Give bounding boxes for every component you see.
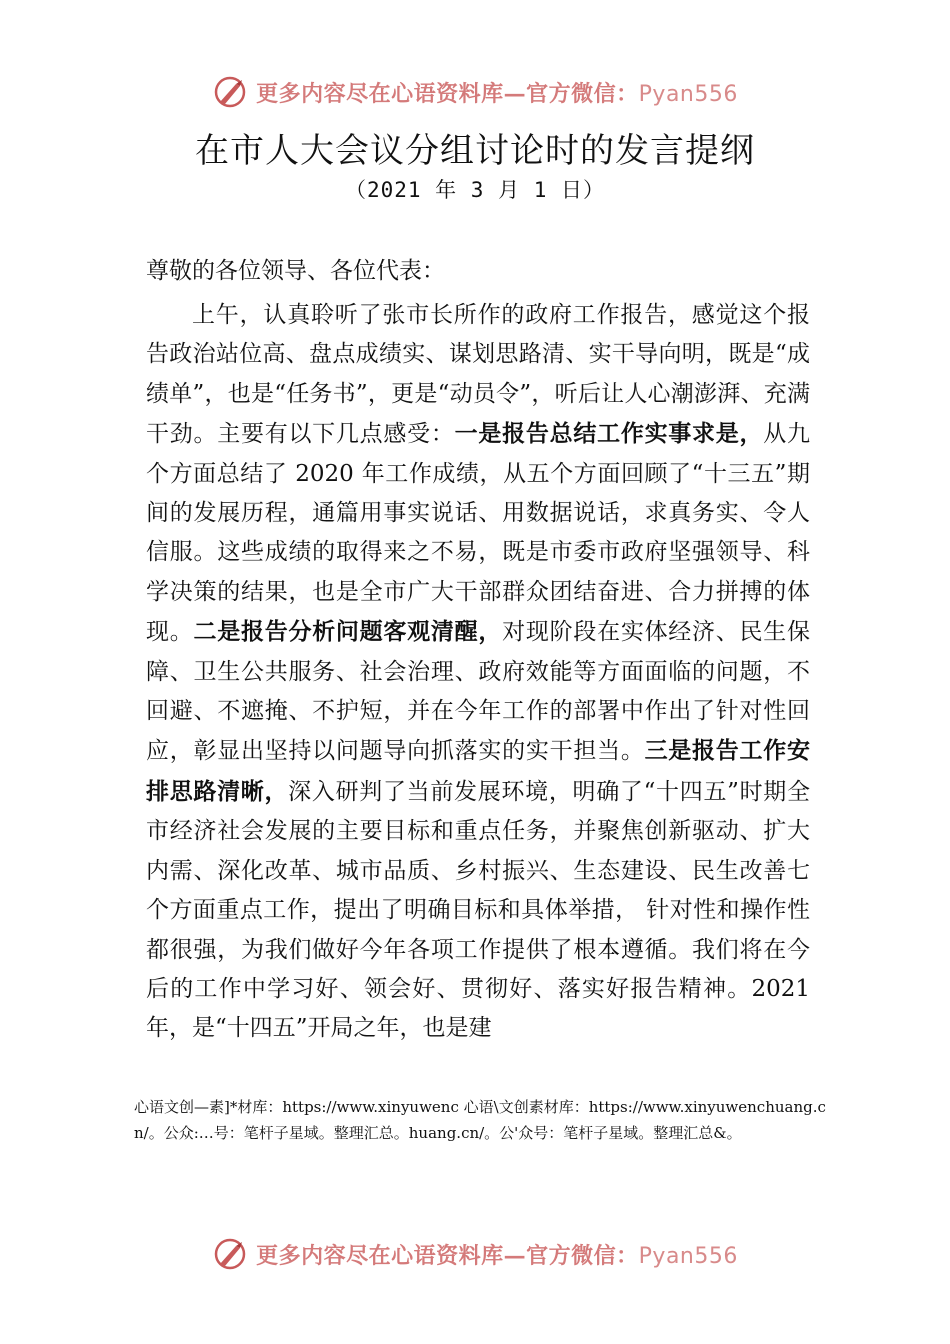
pen-nib-logo-icon <box>212 74 248 110</box>
wechat-id: Pyan556 <box>638 1243 738 1269</box>
point-three-heading: 三是报告工作安排思路清晰， <box>146 737 811 805</box>
body-text-point-one: 从九个方面总结了 2020 年工作成绩，从五个方面回顾了“十三五”期间的发展历程，通篇用事实说话、用数据说话，求真务实、令人信服。这些成绩的取得来之不易，既是市委市政府坚强领导、科学决策的结果，也是全市广大干部群众团结奋进、合力拼搏的体现。 <box>146 421 811 646</box>
banner-text: 更多内容尽在心语资料库—官方微信：Pyan556 <box>256 1242 738 1269</box>
wechat-id: Pyan556 <box>638 81 738 107</box>
body-text-point-two: 对现阶段在实体经济、民生保障、卫生公共服务、社会治理、政府效能等方面面临的问题，不回避、不遮掩、不护短，并在今年工作的部署中作出了针对性回应，彰显出坚持以问题导向抓落实的实干担当。 <box>146 619 811 765</box>
salutation: 尊敬的各位领导、各位代表： <box>146 258 445 284</box>
body-paragraph <box>146 296 810 1049</box>
body-text-intro: 上午，认真聆听了张市长所作的政府工作报告，感觉这个报告政治站位高、盘点成绩实、谋划思路清、实干导向明，既是“成绩单”，也是“任务书”，更是“动员令”，听后让人心潮澎湃、充满干劲。主要有以下几点感受： <box>146 302 810 448</box>
header-watermark-banner <box>0 70 950 114</box>
document-title: 在市人大会议分组讨论时的发言提纲 <box>195 131 755 171</box>
footer-source-note: 心语文创—素]*材库：https://www.xinyuwenc 心语\文创素材库：https://www.xinyuwenchuang.cn/。公众:…号：笔杆子星域。整理汇总。huang.cn/。公'众号：笔杆子星域。整理汇总&。 <box>134 1098 826 1142</box>
banner-text: 更多内容尽在心语资料库—官方微信：Pyan556 <box>256 80 738 107</box>
point-one-heading: 一是报告总结工作实事求是， <box>454 420 764 448</box>
footer-watermark-banner <box>0 1232 950 1276</box>
document-date: （2021 年 3 月 1 日） <box>344 178 606 202</box>
pen-nib-logo-icon <box>212 1236 248 1272</box>
body-text-point-three: 深入研判了当前发展环境，明确了“十四五”时期全市经济社会发展的主要目标和重点任务，并聚焦创新驱动、扩大内需、深化改革、城市品质、乡村振兴、生态建设、民生改善七个方面重点工作，提出了明确目标和具体举措， 针对性和操作性都很强，为我们做好今年各项工作提供了根本遵循。我们将在今后的工作中学习好、领会好、贯彻好、落实好报告精神。2021 年，是“十四五”开局之年，也是建 <box>146 778 810 1042</box>
point-two-heading: 二是报告分析问题客观清醒， <box>193 618 503 646</box>
